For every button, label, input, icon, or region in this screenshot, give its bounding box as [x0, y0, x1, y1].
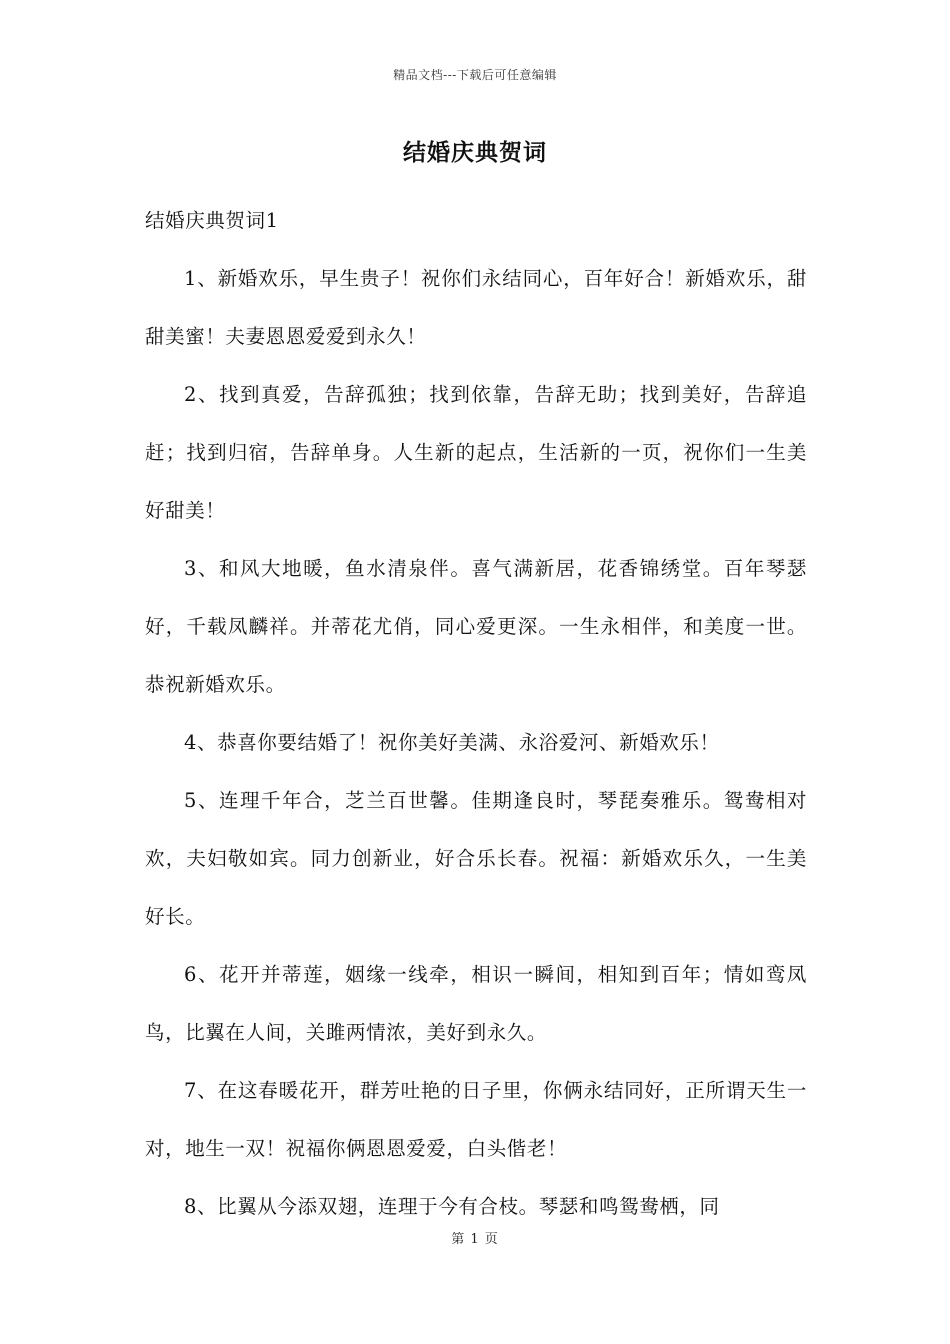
- section-heading: 结婚庆典贺词1: [145, 209, 279, 232]
- paragraph-2: 2、找到真爱，告辞孤独；找到依靠，告辞无助；找到美好，告辞追赶；找到归宿，告辞单身。人生新的起点，生活新的一页，祝你们一生美好甜美！: [145, 383, 807, 522]
- paragraph-5: 5、连理千年合，芝兰百世馨。佳期逢良时，琴琵奏雅乐。鸳鸯相对欢，夫妇敬如宾。同力创新业，好合乐长春。祝福：新婚欢乐久，一生美好长。: [145, 789, 807, 928]
- header-note: 精品文档---下载后可任意编辑: [393, 68, 557, 82]
- paragraph-7: 7、在这春暖花开，群芳吐艳的日子里，你俩永结同好，正所谓天生一对，地生一双！祝福你俩恩恩爱爱，白头偕老！: [145, 1079, 807, 1160]
- paragraph-3: 3、和风大地暖，鱼水清泉伴。喜气满新居，花香锦绣堂。百年琴瑟好，千载凤麟祥。并蒂花尤俏，同心爱更深。一生永相伴，和美度一世。恭祝新婚欢乐。: [145, 557, 807, 696]
- paragraph-1: 1、新婚欢乐，早生贵子！祝你们永结同心，百年好合！新婚欢乐，甜甜美蜜！夫妻恩恩爱爱到永久！: [145, 267, 807, 348]
- document-body: [145, 192, 807, 1236]
- page-number: 第 1 页: [451, 1232, 499, 1247]
- paragraph-4: 4、恭喜你要结婚了！祝你美好美满、永浴爱河、新婚欢乐！: [184, 731, 720, 754]
- document-title: 结婚庆典贺词: [403, 139, 547, 166]
- paragraph-6: 6、花开并蒂莲，姻缘一线牵，相识一瞬间，相知到百年；情如鸾凤鸟，比翼在人间，关雎两情浓，美好到永久。: [145, 963, 807, 1044]
- paragraph-8: 8、比翼从今添双翅，连理于今有合枝。琴瑟和鸣鸳鸯栖，同: [184, 1195, 720, 1218]
